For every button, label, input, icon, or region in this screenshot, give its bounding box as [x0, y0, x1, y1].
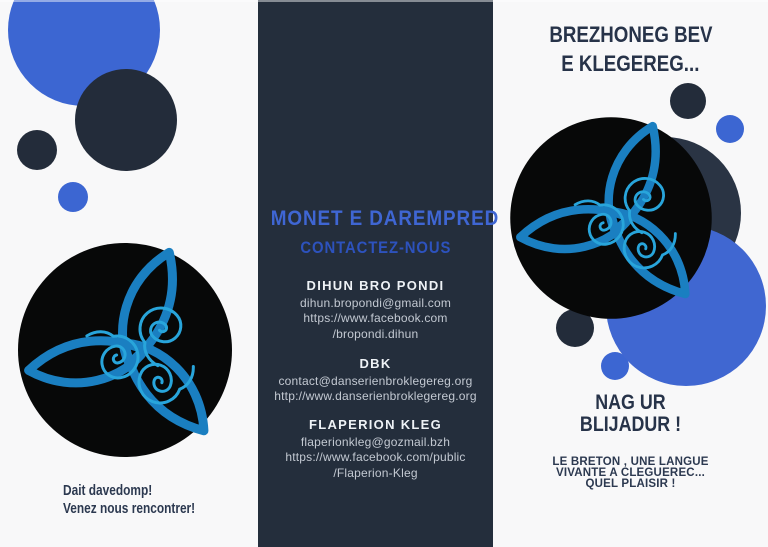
contact-line-url: https://www.facebook.com: [303, 311, 448, 326]
contact-line-email: dihun.bropondi@gmail.com: [299, 296, 452, 310]
contact-title-text: MONET E DAREMPRED: [270, 207, 500, 230]
tagline-line: Venez nous rencontrer!: [63, 500, 196, 517]
page-top-edge: [0, 0, 768, 2]
right-caption: [493, 457, 768, 490]
contact-title: [258, 207, 500, 231]
section-name: FLAPERION KLEG: [308, 417, 443, 432]
contact-line-url: http://www.danserienbroklegereg.org: [274, 389, 477, 404]
triskelion-logo: [5, 230, 245, 470]
decor-circle-dark-medium-left: [75, 69, 177, 171]
contact-line-email: flaperionkleg@gozmail.bzh: [300, 435, 451, 449]
contact-section-dbk: [258, 356, 493, 405]
section-name: DBK: [359, 356, 392, 371]
decor-circle-blue-small-left: [58, 182, 88, 212]
right-heading: [493, 20, 768, 78]
left-tagline: [63, 483, 224, 518]
contact-line-email: contact@danserienbroklegereg.org: [278, 374, 473, 388]
caption-line: LE BRETON , UNE LANGUE: [552, 456, 709, 468]
contact-line-url: /bropondi.dihun: [332, 326, 419, 341]
section-name: DIHUN BRO PONDI: [306, 278, 445, 293]
decor-circle-dark-small-left: [17, 130, 57, 170]
right-subheading: [493, 392, 768, 435]
contact-subtitle: [258, 239, 493, 258]
heading-line: BREZHONEG BEV: [548, 22, 713, 47]
tagline-line: Dait davedomp!: [63, 483, 153, 499]
contact-section-dihun-bro-pondi: [258, 278, 493, 342]
contact-line-url: /Flaperion-Kleg: [333, 465, 418, 480]
caption-line: VIVANTE A CLEGUEREC...: [555, 467, 705, 479]
triskelion-logo: [498, 105, 724, 331]
contact-section-flaperion-kleg: [258, 417, 493, 481]
heading-line: E KLEGEREG...: [561, 51, 700, 76]
subheading-line: NAG UR: [595, 391, 666, 414]
contact-line-url: https://www.facebook.com/public: [285, 450, 466, 465]
contact-subtitle-text: CONTACTEZ-NOUS: [300, 239, 451, 257]
caption-line: QUEL PLAISIR !: [585, 478, 676, 490]
subheading-line: BLIJADUR !: [579, 412, 682, 436]
